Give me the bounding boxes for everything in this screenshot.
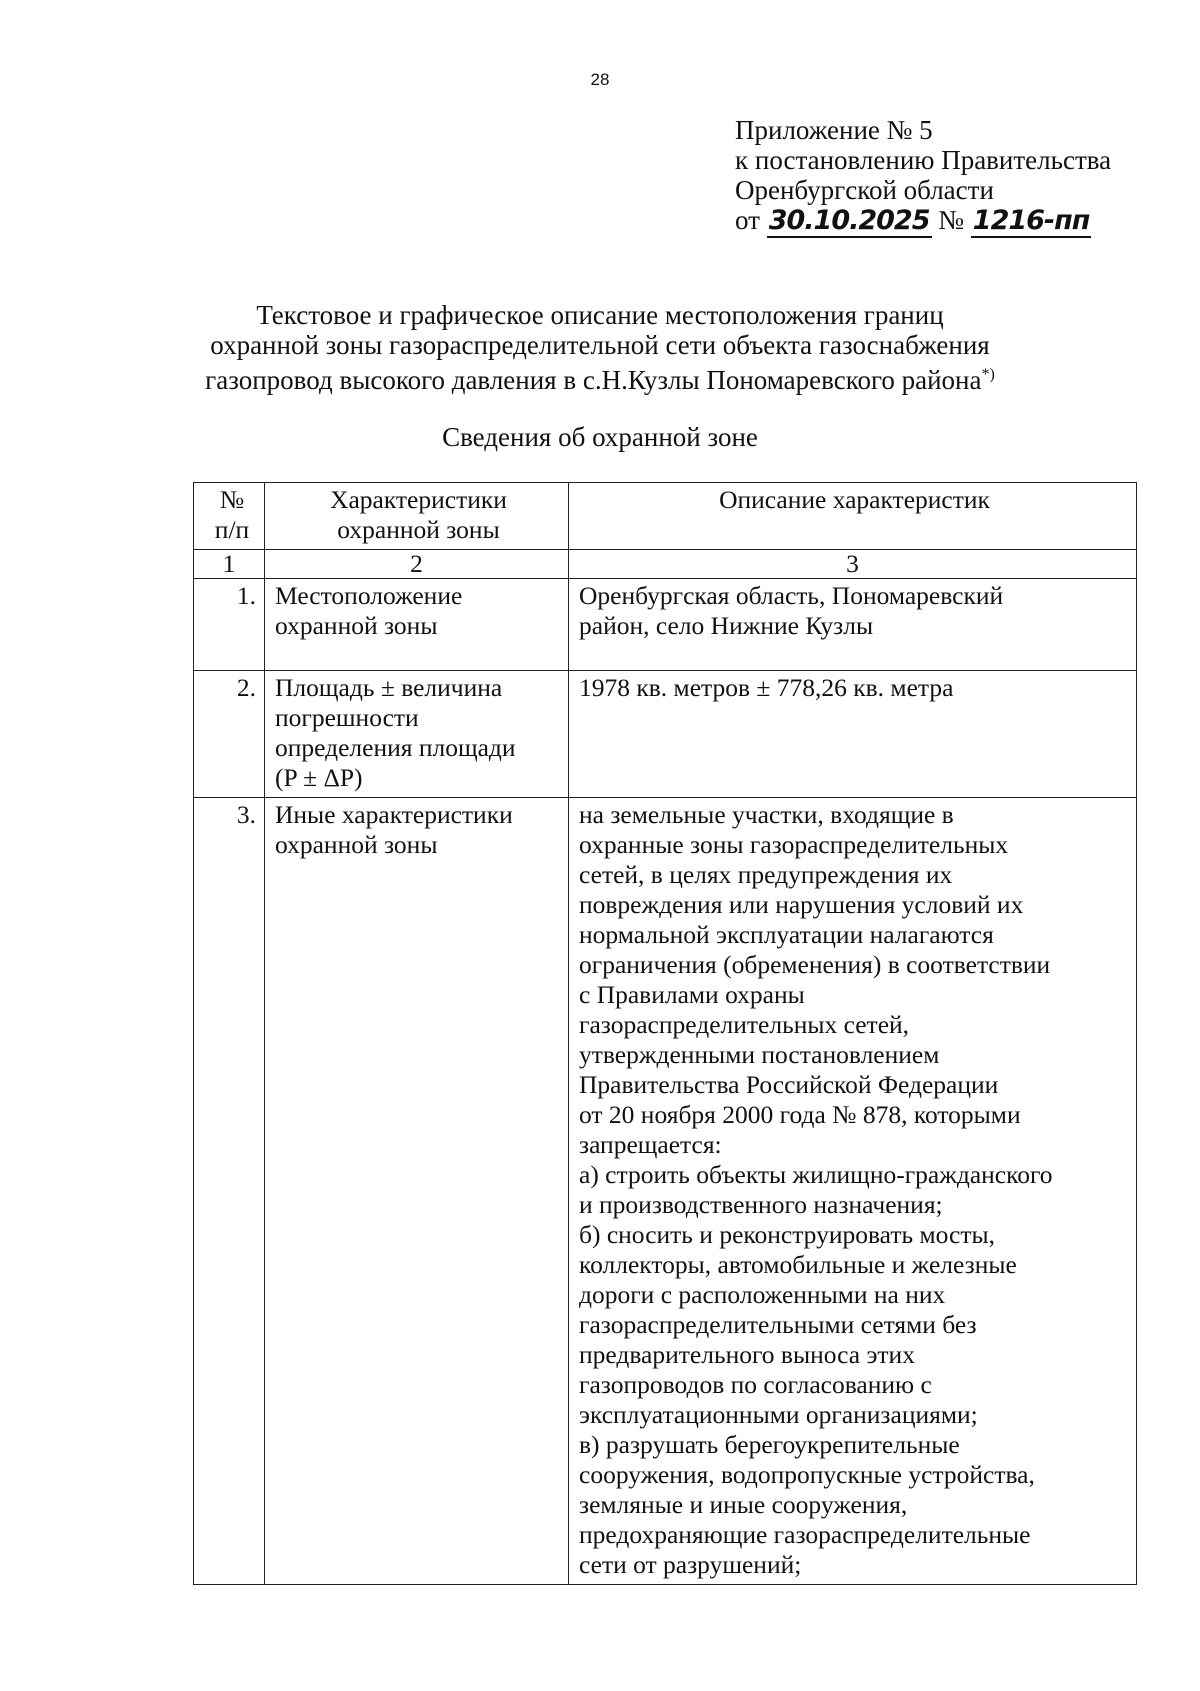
row-number: 2. [194,671,265,798]
table-row [194,671,1137,798]
appendix-line-1: Приложение № 5 [735,115,933,145]
footnote-mark: *) [981,366,995,383]
title-line-3-text: газопровод высокого давления в с.Н.Кузлы Пономаревского района [205,365,982,395]
appendix-line-3: Оренбургской области [735,175,994,205]
appendix-date-line [735,205,1111,236]
column-number-2: 2 [265,550,569,579]
number-prefix: № [938,205,965,235]
title-line-3 [150,360,1050,395]
table-row [194,798,1137,1585]
header-description: Описание характеристик [569,483,1137,550]
table-header-row [194,483,1137,550]
row-characteristic: Иные характеристики охранной зоны [265,798,569,1585]
header-number: № п/п [194,483,265,550]
handwritten-date: 30.10.2025 [768,205,930,236]
row-description: 1978 кв. метров ± 778,26 кв. метра [569,671,1137,798]
protection-zone-table [193,482,1137,1585]
header-characteristic: Характеристики охранной зоны [265,483,569,550]
column-number-3: 3 [569,550,1137,579]
title-line-1: Текстовое и графическое описание местоположения границ [256,300,944,330]
row-description: Оренбургская область, Пономаревский район, село Нижние Кузлы [569,579,1137,671]
row-description: на земельные участки, входящие в охранные зоны газораспределительных сетей, в целях предупреждения их повреждения или нарушения условий их нормальной эксплуатации налагаются ограничения (обременения) в соответствии с Правилами охраны газораспределительных сетей, утвержденными постановлением Правительства Российской Федерации от 20 ноября 2000 года № 878, которыми запрещается: а) строить объекты жилищно-гражданского и производственного назначения; б) сносить и реконструировать мосты, коллекторы, автомобильные и железные дороги с расположенными на них газораспределительными сетями без предварительного выноса этих газопроводов по согласованию с эксплуатационными организациями; в) разрушать берегоукрепительные сооружения, водопропускные устройства, земляные и иные сооружения, предохраняющие газораспределительные сети от разрушений; [569,798,1137,1585]
row-characteristic: Площадь ± величина погрешности определения площади (P ± ΔP) [265,671,569,798]
column-number-row [194,550,1137,579]
title-line-2: охранной зоны газораспределительной сети объекта газоснабжения [210,330,990,360]
document-title [150,300,1050,395]
row-number: 1. [194,579,265,671]
handwritten-number: 1216-пп [972,205,1090,236]
column-number-1: 1 [194,550,265,579]
appendix-block [735,115,1111,236]
appendix-line-2: к постановлению Правительства [735,145,1112,175]
section-title: Сведения об охранной зоне [442,422,758,452]
row-number: 3. [194,798,265,1585]
table-row [194,579,1137,671]
page-number: 28 [590,70,610,89]
date-prefix: от [735,205,760,235]
row-characteristic: Местоположение охранной зоны [265,579,569,671]
